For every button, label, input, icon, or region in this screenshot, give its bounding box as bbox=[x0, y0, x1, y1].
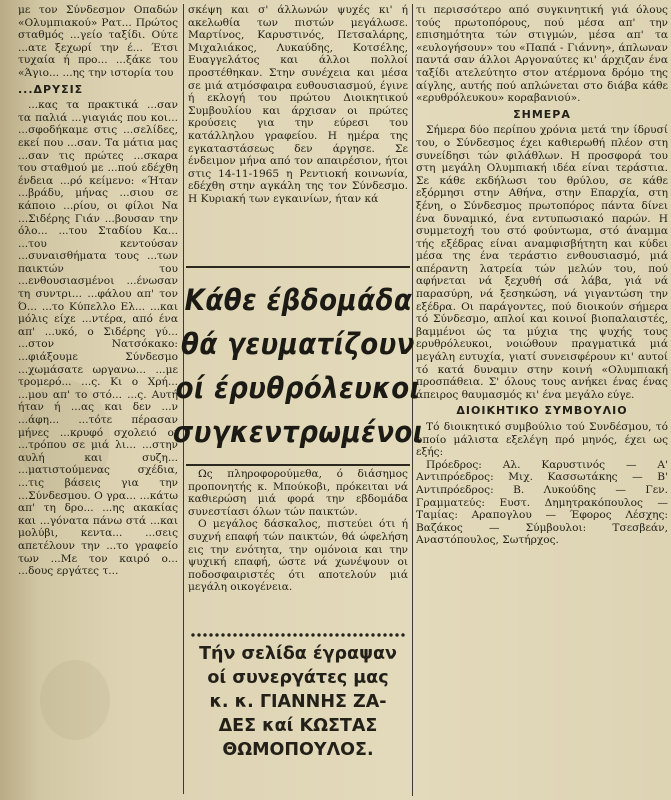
credit-line-2: οί συνεργάτες μας bbox=[207, 668, 389, 688]
column-right bbox=[416, 4, 668, 796]
headline-line-2: θά γευματίζουν bbox=[181, 327, 415, 361]
credit-line-1: Τήν σελίδα έγραψαν bbox=[199, 644, 397, 664]
column-right-board-list: Πρόεδρος: Αλ. Καρυστινός — Α' Αντιπρόεδρος: Μιχ. Κασσωτάκης — Β' Αντιπρόεδρος: Β. Λυκούδης — Γεν. Γραμματεύς: Ευστ. Δημητρακόπουλος — Ταμίας: Αραπογλου — Έφορος Λέσχης: Βαζάκος — Σύμβουλοι: Τσεσβεάν, Αναστόπουλος, Σωτήρχος. bbox=[416, 458, 668, 547]
credit-line-5: ΘΩΜΟΠΟΥΛΟΣ. bbox=[222, 740, 374, 760]
credit-box bbox=[188, 642, 408, 792]
credit-line-4: ΔΕΣ καί ΚΩΣΤΑΣ bbox=[218, 716, 378, 736]
column-right-board-intro: Τό διοικητικό συμβούλιο τού Συνδέσμου, τό οποίο μάλιστα εξελέγη πρό μηνός, έχει ως εξής: bbox=[416, 421, 668, 459]
dotted-divider bbox=[190, 632, 406, 638]
headline-line-4: συγκεντρωμένοι bbox=[172, 415, 424, 449]
column-middle-bottom-para-1: Ως πληροφορούμεθα, ό διάσημος προπονητής κ. Μπούκοβι, πρόκειται νά καθιερώση μιά φορά την εβδομάδα συνεστίασι όλων τών παικτών. bbox=[188, 468, 408, 518]
column-middle-top-body: σκέψη και σ' άλλωνών ψυχές κι' ή ακελωθία των πιστών μεγάλωσε. Μαρτίνος, Καρυστινός, Πετσαλάρης, Μιχαλιάκος, Λυκαύδης, Κοτσέλης, Ευαγγελάτος και άλλοι πολλοί προστέθηκαν. Στην συνέχεια και μέσα σε μιά ατμόσφαιρα ευθουσιασμού, έγινε ή εκλογή του πρώτου Διοικητικού Συμβουλίου και άρχισαν οι πρώτες κρούσεις για την εύρεσι του κατάλληλου γραφείου. Η ημέρα της εγκαταστάσεως δεν άργησε. Σε ένδειμον μήνα από τον απαιρέσιον, ήτοι στις 14-11-1965 η Ρεντιοκή κοινωνία, εδέχθη στην αγκάλη της τον Σύνδεσμο. Η Κυριακή των εγκαινίων, ήταν κά bbox=[188, 4, 408, 205]
column-middle-bottom-para-2: Ο μεγάλος δάσκαλος, πιστεύει ότι ή συχνή επαφή τών παικτών, θά ώφελήση εις την ενότητα, την ομόνοια και την ψυχική επαφή, ώστε νά χωνέψουν οι ποδοσφαιριστές ότι αποτελούν μιά μεγάλη οικογένεια. bbox=[188, 518, 408, 594]
subhead-board: ΔΙΟΙΚΗΤΙΚΟ ΣΥΜΒΟΥΛΙΟ bbox=[456, 404, 628, 418]
headline-box bbox=[172, 266, 424, 466]
headline-line-1: Κάθε έβδομάδα bbox=[184, 283, 412, 317]
column-right-intro: τι περισσότερο από συγκινητική γιά όλους τούς πρωτοπόρους, πού μέσα απ' την επισημότητα τών στιγμών, μέσα απ' τα «ευλογήσουν» του «Παπά - Γιάννη», άπλωναν παντά σαν άλλοι Αργοναύτες κι' άρχιζαν ένα ταξίδι ατελεύτητο στον ατέρμονα δρόμο της αίγλης, αυτής πού απλώνεται στο διάβα κάθε «ερυθρόλευκου» κοραβανιού». bbox=[416, 4, 668, 105]
column-left-subhead: ...ΔΡΥΣΙΣ bbox=[18, 82, 84, 96]
column-middle-top bbox=[188, 4, 408, 266]
column-left-body: ...κας τα πρακτικά ...σαν τα παλιά ...γιαγιάς που κοι... ...σφοδήκαμε στις ...σελίδες, εκεί που ...σαν. Τα μάτια μας ...σαν τις πρώτες ...σκαρα του σταθμού με ...πού εδέχθη ένδεια ...ρό κείμενο: «Ήταν ...βράδυ, μήνας ...σιου σε κάποιο ...ρίου, οι φίλοι Να ...Σιδέρης Γιάν ...βουσαν την όλο... ...του Σταδίου Κα... ...του κεντούσαν ...συναισθήματα τους ...των παικτών του ...ενθουσιασμένοι ...ένωσαν τη συντρι... ...φάλου απ' τον Ό... ...το Κύπελλο Ελ... ...και μόλις είχε ...ντέρα, από ένα απ' ...υκό, ο Σιδέρης γύ... ...στον Νατσόκακο: ...φιάξουμε Σύνδεσμο ...χωμάσατε ωργανω... ...με τρομερό... ...ς. Κι ο Χρή... ...μου απ' το στό... ...ς. Αυτή ήταν ή ...ας και δεν ...ν ...άφη... ...τότε πέρασαν μήνες ...κρυφό σχολειό οι ...τρόπου σε μιά λι... ...στην αυλή και συζη... ...ματιστούμενας σχέδια, ...τις βάσεις για την ...Σύνδεσμου. Ο γρα... ...κάτω απ' τη δρο... ...ης ακακίας και ...γόνατα πάνω στά ...και μολύβι, κεντα... ...σεις απετέλουν την ...το γραφείο των ...Με τον καιρό ο... ...δους εργάτες τ... bbox=[18, 99, 178, 578]
subhead-today: ΣΗΜΕΡΑ bbox=[513, 107, 571, 121]
column-right-today-body: Σήμερα δύο περίπου χρόνια μετά την ίδρυσί του, ο Σύνδεσμος έχει καθιερωθή πλέον στη συνείδησι τών φιλάθλων. Η προσφορά του στη μεγάλη Ολυμπιακή ιδέα είναι τεράστια. Σε κάθε εκδήλωσι του θρύλου, σε κάθε εξόρμησι στην Αθήνα, στην Επαρχία, στη ξένη, ο Σύνδεσμος πρωτοπόρος πάντα δίνει ένα δυναμικό, ένα εντυπωσιακό παρών. Η συμμετοχή του στό φούντωμα, στό άναμμα τής εξέδρας είναι αναμφισβήτητη και κύδει μέσα της ένα τεράστιο ενθουσιασμό, μιά απέραντη λατρεία τών μελών του, πού αφήνεται νά ξεχυθή σά λάβα, γιά νά παρασύρη, νά ξεσηκώση, νά γιγαντώση την εξέδρα. Οι παράγοντες, πού διοικούν σήμερα τό Σύνδεσμο, απλοί και κοινοί βιοπαλαιστές, βαμμένοι ώς τα μύχια της ψυχής τους ερυθρόλευκοι, νοιώθουν πραγματικά μιά μεγάλη ευτυχία, γιατί συνεισφέρουν κι' αυτοί τό κατά δυναμιν στην κοινή «Ολυμπιακή προσπάθεια. Σ' όλους τους ανήκει ένας ένας άπειρος θαυμασμός κι' ένα μεγάλο εύγε. bbox=[416, 124, 668, 401]
credit-line-3: κ. κ. ΓΙΑΝΝΗΣ ΖΑ- bbox=[209, 692, 387, 712]
headline-line-3: οί έρυθρόλευκοι bbox=[175, 371, 421, 405]
column-left-intro: με τον Σύνδεσμον Οπαδών «Ολυμπιακού» Ρατ... Πρώτος σταθμός ...γείο ταξίδι. Ούτε ...ατε ξεχωρί την έ... Έτσι τυχαία ή προ... ...ξάκε του «Άγιο... ...ης την ιστορία του bbox=[18, 4, 178, 79]
column-middle-bottom bbox=[188, 468, 408, 628]
column-left bbox=[18, 4, 178, 794]
